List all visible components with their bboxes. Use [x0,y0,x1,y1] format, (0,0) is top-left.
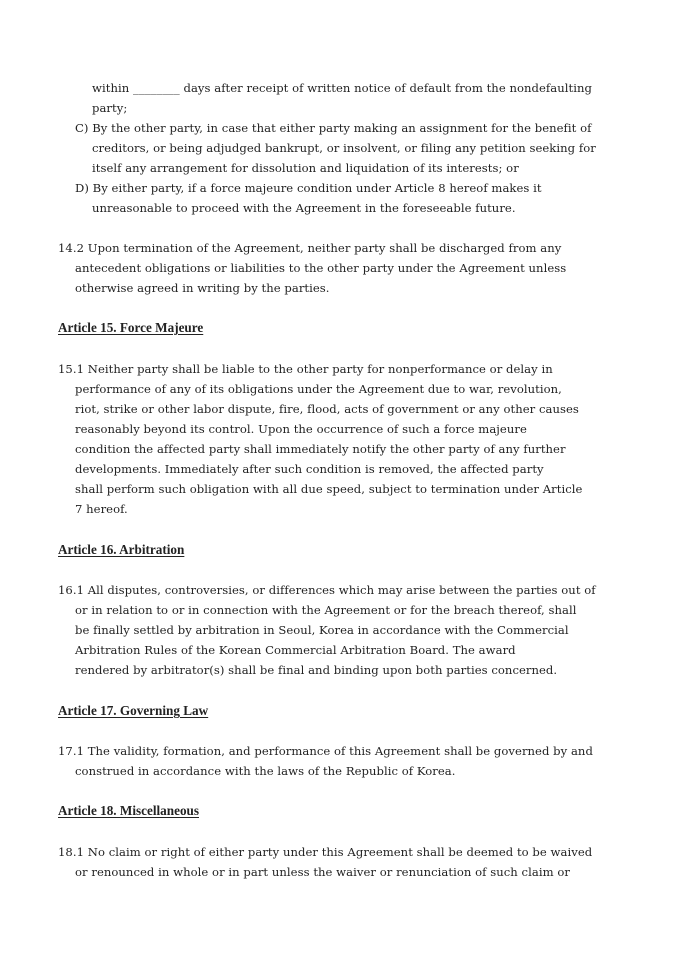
clause-17-1-line-2: construed in accordance with the laws of the Republic of Korea. [75,764,456,778]
clause-15-1-line-7: shall perform such obligation with all due speed, subject to termination under Article [75,482,583,496]
clause-14-2-line-2: antecedent obligations or liabilities to the other party under the Agreement unless [75,261,567,275]
article-17-heading: Article 17. Governing Law [58,703,209,718]
item-b-line-2: party; [92,101,128,115]
clause-15-1-line-3: riot, strike or other labor dispute, fire, flood, acts of government or any other causes [75,402,579,416]
item-c-line-2: creditors, or being adjudged bankrupt, or insolvent, or filing any petition seeking for [92,141,596,155]
clause-17-1-line-1: 17.1 The validity, formation, and performance of this Agreement shall be governed by and [58,744,593,758]
clause-15-1-line-5: condition the affected party shall immediately notify the other party of any further [75,442,566,456]
clause-16-1-line-1: 16.1 All disputes, controversies, or differences which may arise between the parties out of [58,583,596,597]
clause-16-1-line-4: Arbitration Rules of the Korean Commercial Arbitration Board. The award [75,643,516,657]
clause-15-1-line-8: 7 hereof. [75,502,128,516]
item-d-line-1: D) By either party, if a force majeure condition under Article 8 hereof makes it [75,181,542,195]
article-18-heading: Article 18. Miscellaneous [58,803,199,818]
clause-15-1-line-2: performance of any of its obligations under the Agreement due to war, revolution, [75,382,562,396]
clause-18-1-line-1: 18.1 No claim or right of either party under this Agreement shall be deemed to be waived [58,845,593,859]
clause-16-1-line-3: be finally settled by arbitration in Seoul, Korea in accordance with the Commercial [75,623,569,637]
item-d-line-2: unreasonable to proceed with the Agreement in the foreseeable future. [92,201,516,215]
clause-15-1-line-4: reasonably beyond its control. Upon the occurrence of such a force majeure [75,422,527,436]
clause-16-1-line-2: or in relation to or in connection with the Agreement or for the breach thereof, shall [75,603,577,617]
clause-18-1-line-2: or renounced in whole or in part unless the waiver or renunciation of such claim or [75,865,570,879]
clause-14-2-line-1: 14.2 Upon termination of the Agreement, neither party shall be discharged from any [58,241,562,255]
article-15-heading: Article 15. Force Majeure [58,320,204,335]
item-c-line-1: C) By the other party, in case that either party making an assignment for the benefit of [75,121,592,135]
clause-15-1-line-1: 15.1 Neither party shall be liable to the other party for nonperformance or delay in [58,362,553,376]
clause-14-2-line-3: otherwise agreed in writing by the parties. [75,281,330,295]
item-b-line-1: within ________ days after receipt of written notice of default from the nondefaulting [92,81,592,95]
article-16-heading: Article 16. Arbitration [58,542,185,557]
clause-15-1-line-6: developments. Immediately after such condition is removed, the affected party [75,462,544,476]
item-c-line-3: itself any arrangement for dissolution and liquidation of its interests; or [92,161,519,175]
clause-16-1-line-5: rendered by arbitrator(s) shall be final and binding upon both parties concerned. [75,663,558,677]
